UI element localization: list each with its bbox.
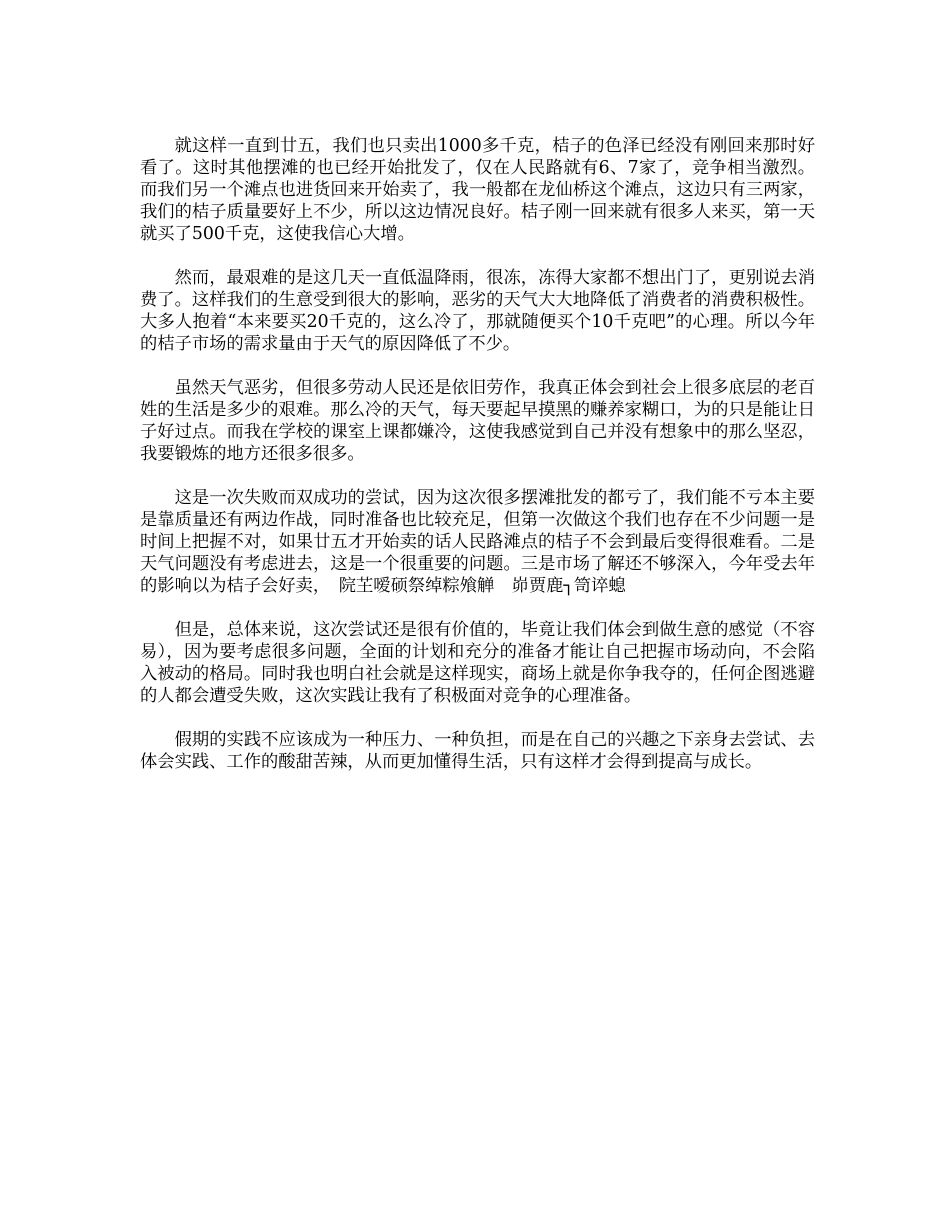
document-body bbox=[140, 135, 815, 773]
paragraph: 然而，最艰难的是这几天一直低温降雨，很冻，冻得大家都不想出门了，更别说去消费了。这样我们的生意受到很大的影响，恶劣的天气大大地降低了消费者的消费积极性。大多人抱着“本来要买20千克的，这么冷了，那就随便买个10千克吧”的心理。所以今年的桔子市场的需求量由于天气的原因降低了不少。 bbox=[140, 268, 815, 354]
paragraph: 假期的实践不应该成为一种压力、一种负担，而是在自己的兴趣之下亲身去尝试、去体会实践、工作的酸甜苦辣，从而更加懂得生活，只有这样才会得到提高与成长。 bbox=[140, 730, 815, 772]
paragraph: 但是，总体来说，这次尝试还是很有价值的，毕竟让我们体会到做生意的感觉（不容易），因为要考虑很多问题，全面的计划和充分的准备才能让自己把握市场动向，不会陷入被动的格局。同时我也明白社会就是这样现实，商场上就是你争我夺的，任何企图逃避的人都会遭受失败，这次实践让我有了积极面对竞争的心理准备。 bbox=[140, 620, 815, 706]
paragraph: 这是一次失败而双成功的尝试，因为这次很多摆滩批发的都亏了，我们能不亏本主要是靠质量还有两边作战，同时准备也比较充足，但第一次做这个我们也存在不少问题一是时间上把握不对，如果廿五才开始卖的话人民路滩点的桔子不会到最后变得很难看。二是天气问题没有考虑进去，这是一个很重要的问题。三是市场了解还不够深入，今年受去年的影响以为桔子会好卖， 院芏嗳硕祭绰粽飧觯 峁贾鹿┐笥谇螅 bbox=[140, 488, 815, 596]
paragraph: 就这样一直到廿五，我们也只卖出1000多千克，桔子的色泽已经没有刚回来那时好看了。这时其他摆滩的也已经开始批发了，仅在人民路就有6、7家了，竞争相当激烈。而我们另一个滩点也进货回来开始卖了，我一般都在龙仙桥这个滩点，这边只有三两家，我们的桔子质量要好上不少，所以这边情况良好。桔子刚一回来就有很多人来买，第一天就买了500千克，这使我信心大增。 bbox=[140, 136, 815, 244]
paragraph: 虽然天气恶劣，但很多劳动人民还是依旧劳作，我真正体会到社会上很多底层的老百姓的生活是多少的艰难。那么冷的天气，每天要起早摸黑的赚养家糊口，为的只是能让日子好过点。而我在学校的课室上课都嫌冷，这使我感觉到自己并没有想象中的那么坚忍，我要锻炼的地方还很多很多。 bbox=[140, 378, 815, 464]
